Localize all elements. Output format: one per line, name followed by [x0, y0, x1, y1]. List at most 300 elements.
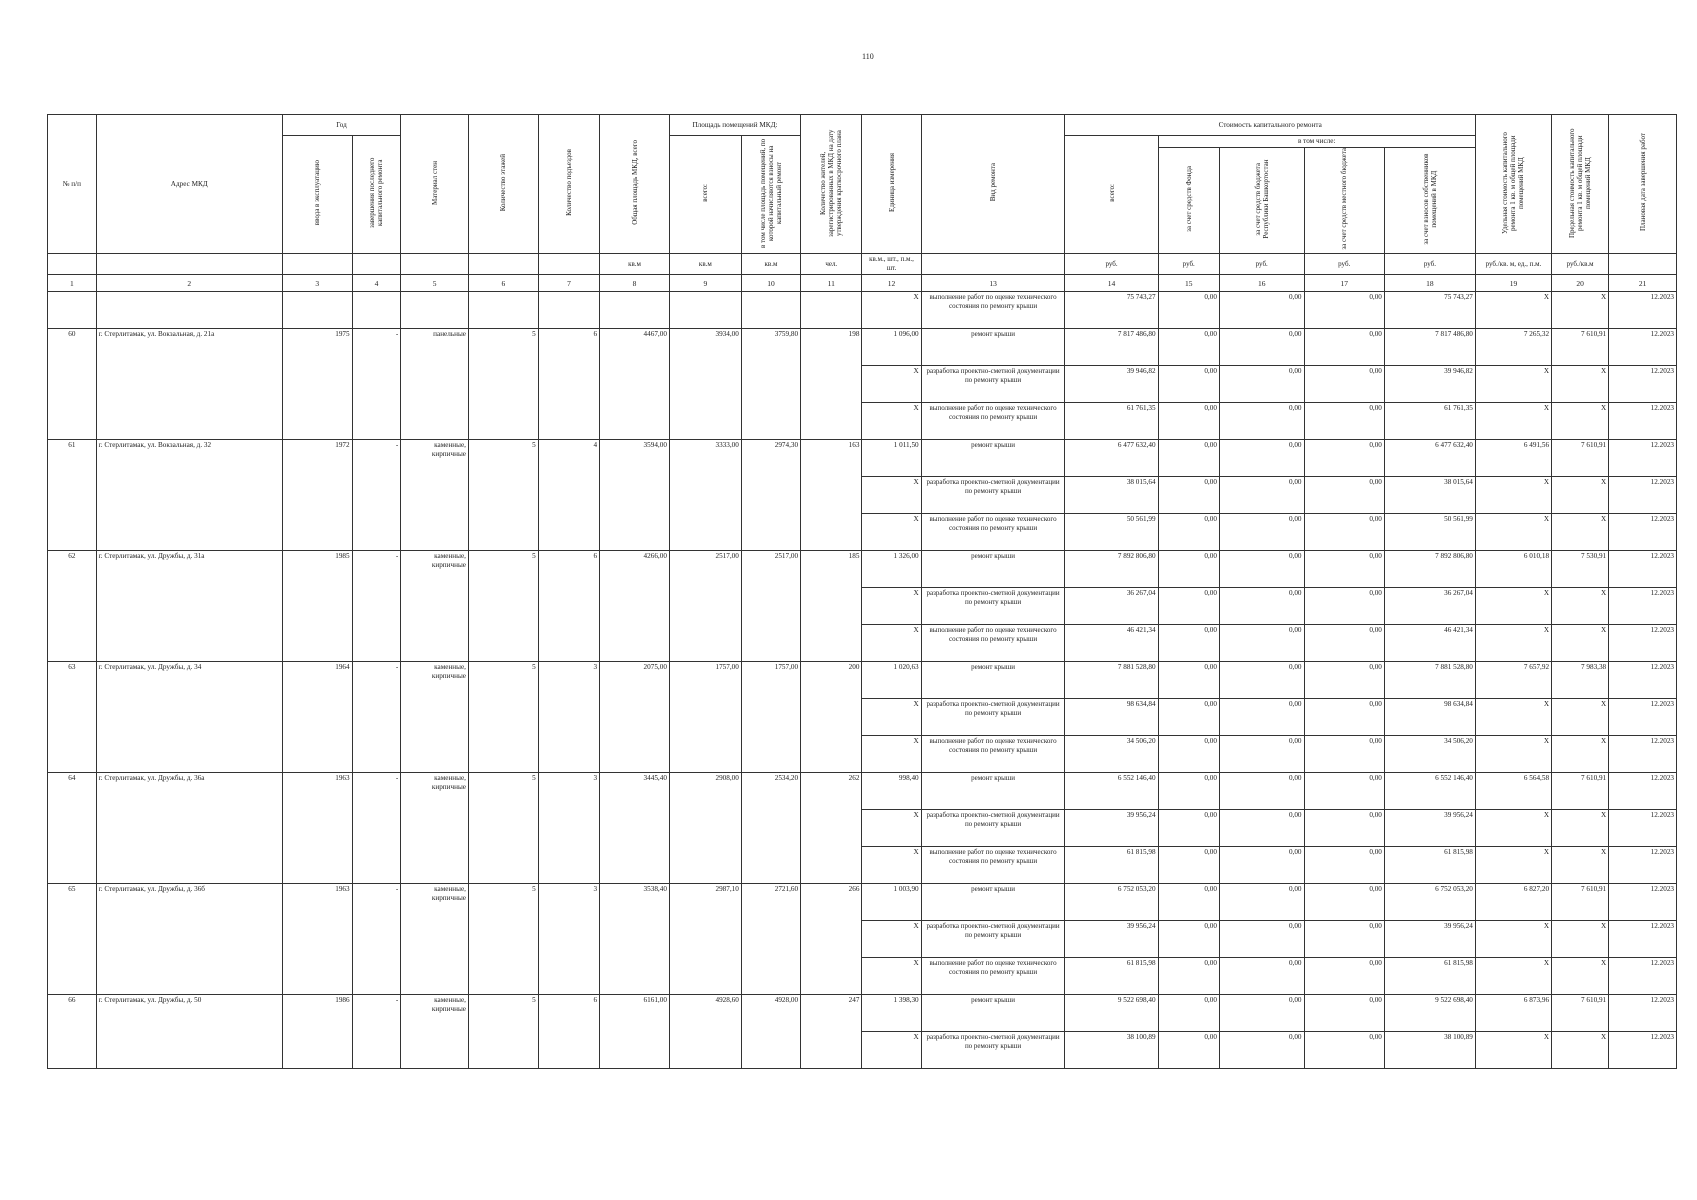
- cost-local-budget: 0,00: [1304, 995, 1384, 1032]
- column-number: 20: [1552, 275, 1609, 292]
- capital-repair-table: [47, 114, 1677, 1069]
- planned-date: 12.2023: [1609, 588, 1677, 625]
- table-row: [48, 440, 1677, 477]
- unit-cell: руб./кв. м, ед., п.м.: [1475, 254, 1551, 275]
- planned-date: 12.2023: [1609, 551, 1677, 588]
- wall-material: каменные, кирпичные: [401, 440, 469, 551]
- cost-fund: 0,00: [1158, 699, 1219, 736]
- work-unit: X: [862, 366, 921, 403]
- limit-cost: X: [1552, 921, 1609, 958]
- unit-cell: руб./кв.м: [1552, 254, 1609, 275]
- limit-cost: X: [1552, 403, 1609, 440]
- unit-cell: чел.: [801, 254, 862, 275]
- wall-material: каменные, кирпичные: [401, 884, 469, 995]
- cost-total: 39 956,24: [1065, 810, 1158, 847]
- work-unit: X: [862, 699, 921, 736]
- cost-owners: 61 761,35: [1384, 403, 1475, 440]
- area-fee: 2974,30: [741, 440, 800, 551]
- year-repair: -: [352, 329, 401, 440]
- planned-date: 12.2023: [1609, 366, 1677, 403]
- cost-rb-budget: 0,00: [1219, 847, 1304, 884]
- cost-owners: 50 561,99: [1384, 514, 1475, 551]
- header-area-all: всего:: [669, 136, 741, 254]
- cost-fund: 0,00: [1158, 773, 1219, 810]
- limit-cost: 7 610,91: [1552, 440, 1609, 477]
- planned-date: 12.2023: [1609, 662, 1677, 699]
- repair-type: разработка проектно-сметной документации по ремонту крыши: [921, 588, 1065, 625]
- limit-cost: 7 610,91: [1552, 995, 1609, 1032]
- building-address: г. Стерлитамак, ул. Дружбы, д. 31а: [96, 551, 282, 662]
- total-area: 3538,40: [600, 884, 670, 995]
- cost-local-budget: 0,00: [1304, 440, 1384, 477]
- planned-date: 12.2023: [1609, 810, 1677, 847]
- floors-count: [468, 292, 538, 329]
- cost-local-budget: 0,00: [1304, 699, 1384, 736]
- column-number: 1: [48, 275, 97, 292]
- wall-material: панельные: [401, 329, 469, 440]
- repair-type: ремонт крыши: [921, 440, 1065, 477]
- cost-total: 38 015,64: [1065, 477, 1158, 514]
- total-area: 4467,00: [600, 329, 670, 440]
- building-address: г. Стерлитамак, ул. Вокзальная, д. 21а: [96, 329, 282, 440]
- specific-cost: X: [1475, 292, 1551, 329]
- cost-total: 7 817 486,80: [1065, 329, 1158, 366]
- header-cost-total: всего:: [1065, 136, 1158, 254]
- column-number: 8: [600, 275, 670, 292]
- specific-cost: X: [1475, 810, 1551, 847]
- total-area: 6161,00: [600, 995, 670, 1069]
- specific-cost: 6 010,18: [1475, 551, 1551, 588]
- cost-total: 61 815,98: [1065, 847, 1158, 884]
- cost-local-budget: 0,00: [1304, 921, 1384, 958]
- cost-owners: 46 421,34: [1384, 625, 1475, 662]
- column-number: 19: [1475, 275, 1551, 292]
- table-header: [48, 115, 1677, 292]
- column-number: 12: [862, 275, 921, 292]
- cost-owners: 39 946,82: [1384, 366, 1475, 403]
- area-fee: 3759,80: [741, 329, 800, 440]
- residents-count: 163: [801, 440, 862, 551]
- cost-fund: 0,00: [1158, 1032, 1219, 1069]
- specific-cost: X: [1475, 847, 1551, 884]
- entrances-count: 6: [538, 551, 599, 662]
- cost-fund: 0,00: [1158, 366, 1219, 403]
- cost-total: 75 743,27: [1065, 292, 1158, 329]
- table-row: [48, 551, 1677, 588]
- column-number: 18: [1384, 275, 1475, 292]
- residents-count: 200: [801, 662, 862, 773]
- repair-type: разработка проектно-сметной документации по ремонту крыши: [921, 477, 1065, 514]
- limit-cost: X: [1552, 366, 1609, 403]
- limit-cost: X: [1552, 588, 1609, 625]
- entrances-count: 6: [538, 329, 599, 440]
- specific-cost: 6 564,58: [1475, 773, 1551, 810]
- cost-owners: 75 743,27: [1384, 292, 1475, 329]
- limit-cost: 7 610,91: [1552, 884, 1609, 921]
- cost-owners: 6 552 146,40: [1384, 773, 1475, 810]
- cost-total: 39 946,82: [1065, 366, 1158, 403]
- specific-cost: X: [1475, 403, 1551, 440]
- specific-cost: 6 873,96: [1475, 995, 1551, 1032]
- planned-date: 12.2023: [1609, 403, 1677, 440]
- unit-cell: руб.: [1158, 254, 1219, 275]
- year-built: 1986: [282, 995, 352, 1069]
- work-unit: X: [862, 292, 921, 329]
- wall-material: каменные, кирпичные: [401, 773, 469, 884]
- cost-total: 46 421,34: [1065, 625, 1158, 662]
- repair-type: разработка проектно-сметной документации по ремонту крыши: [921, 1032, 1065, 1069]
- header-rb-budget: за счет средств бюджета Республики Башкортостан: [1219, 148, 1304, 254]
- cost-owners: 7 817 486,80: [1384, 329, 1475, 366]
- cost-owners: 39 956,24: [1384, 810, 1475, 847]
- planned-date: 12.2023: [1609, 699, 1677, 736]
- specific-cost: X: [1475, 588, 1551, 625]
- cost-fund: 0,00: [1158, 958, 1219, 995]
- building-number: 63: [48, 662, 97, 773]
- cost-rb-budget: 0,00: [1219, 1032, 1304, 1069]
- cost-rb-budget: 0,00: [1219, 440, 1304, 477]
- floors-count: 5: [468, 440, 538, 551]
- header-area-group: Площадь помещений МКД:: [669, 115, 800, 136]
- planned-date: 12.2023: [1609, 958, 1677, 995]
- cost-fund: 0,00: [1158, 995, 1219, 1032]
- repair-type: выполнение работ по оценке технического состояния по ремонту крыши: [921, 292, 1065, 329]
- header-unit: Единица измерения: [862, 115, 921, 254]
- entrances-count: [538, 292, 599, 329]
- repair-type: выполнение работ по оценке технического состояния по ремонту крыши: [921, 736, 1065, 773]
- planned-date: 12.2023: [1609, 847, 1677, 884]
- header-limit-cost: Предельная стоимость капитального ремонта 1 кв. м общей площади помещений МКД: [1552, 115, 1609, 254]
- column-number: 17: [1304, 275, 1384, 292]
- area-all: 2517,00: [669, 551, 741, 662]
- cost-fund: 0,00: [1158, 810, 1219, 847]
- cost-rb-budget: 0,00: [1219, 366, 1304, 403]
- work-unit: X: [862, 958, 921, 995]
- cost-fund: 0,00: [1158, 329, 1219, 366]
- cost-local-budget: 0,00: [1304, 810, 1384, 847]
- unit-cell: кв.м: [741, 254, 800, 275]
- area-fee: 1757,00: [741, 662, 800, 773]
- specific-cost: X: [1475, 958, 1551, 995]
- specific-cost: X: [1475, 625, 1551, 662]
- limit-cost: X: [1552, 736, 1609, 773]
- cost-owners: 61 815,98: [1384, 847, 1475, 884]
- repair-type: разработка проектно-сметной документации по ремонту крыши: [921, 699, 1065, 736]
- repair-type: разработка проектно-сметной документации по ремонту крыши: [921, 366, 1065, 403]
- wall-material: каменные, кирпичные: [401, 551, 469, 662]
- area-fee: 2721,60: [741, 884, 800, 995]
- work-unit: X: [862, 477, 921, 514]
- cost-fund: 0,00: [1158, 736, 1219, 773]
- floors-count: 5: [468, 773, 538, 884]
- work-unit: X: [862, 403, 921, 440]
- cost-total: 98 634,84: [1065, 699, 1158, 736]
- table-row: [48, 884, 1677, 921]
- cost-fund: 0,00: [1158, 847, 1219, 884]
- planned-date: 12.2023: [1609, 736, 1677, 773]
- year-built: 1972: [282, 440, 352, 551]
- planned-date: 12.2023: [1609, 921, 1677, 958]
- column-number: 6: [468, 275, 538, 292]
- cost-local-budget: 0,00: [1304, 884, 1384, 921]
- work-unit: 1 398,30: [862, 995, 921, 1032]
- year-repair: -: [352, 551, 401, 662]
- header-material: Материал стен: [401, 115, 469, 254]
- cost-local-budget: 0,00: [1304, 662, 1384, 699]
- page-number: 110: [862, 52, 874, 61]
- entrances-count: 3: [538, 773, 599, 884]
- total-area: 3445,40: [600, 773, 670, 884]
- limit-cost: X: [1552, 958, 1609, 995]
- wall-material: каменные, кирпичные: [401, 662, 469, 773]
- unit-cell: руб.: [1219, 254, 1304, 275]
- specific-cost: X: [1475, 699, 1551, 736]
- unit-cell: руб.: [1065, 254, 1158, 275]
- cost-owners: 39 956,24: [1384, 921, 1475, 958]
- repair-type: выполнение работ по оценке технического состояния по ремонту крыши: [921, 403, 1065, 440]
- column-number: 14: [1065, 275, 1158, 292]
- column-number: 7: [538, 275, 599, 292]
- cost-fund: 0,00: [1158, 884, 1219, 921]
- cost-total: 61 761,35: [1065, 403, 1158, 440]
- table-body: [48, 292, 1677, 1069]
- building-address: г. Стерлитамак, ул. Вокзальная, д. 32: [96, 440, 282, 551]
- area-fee: [741, 292, 800, 329]
- area-all: 3333,00: [669, 440, 741, 551]
- limit-cost: X: [1552, 847, 1609, 884]
- repair-type: ремонт крыши: [921, 662, 1065, 699]
- cost-owners: 6 477 632,40: [1384, 440, 1475, 477]
- unit-cell: руб.: [1304, 254, 1384, 275]
- building-number: 65: [48, 884, 97, 995]
- column-number: 10: [741, 275, 800, 292]
- entrances-count: 6: [538, 995, 599, 1069]
- cost-rb-budget: 0,00: [1219, 292, 1304, 329]
- header-year-repair: завершения последнего капитального ремонта: [352, 136, 401, 254]
- cost-rb-budget: 0,00: [1219, 588, 1304, 625]
- cost-local-budget: 0,00: [1304, 514, 1384, 551]
- work-unit: X: [862, 921, 921, 958]
- total-area: [600, 292, 670, 329]
- cost-local-budget: 0,00: [1304, 736, 1384, 773]
- repair-type: ремонт крыши: [921, 884, 1065, 921]
- building-number: 64: [48, 773, 97, 884]
- floors-count: 5: [468, 551, 538, 662]
- repair-type: ремонт крыши: [921, 773, 1065, 810]
- entrances-count: 4: [538, 440, 599, 551]
- column-number: 2: [96, 275, 282, 292]
- unit-cell: кв.м., шт., п.м., шт.: [862, 254, 921, 275]
- work-unit: X: [862, 625, 921, 662]
- residents-count: 198: [801, 329, 862, 440]
- repair-type: выполнение работ по оценке технического состояния по ремонту крыши: [921, 847, 1065, 884]
- cost-local-budget: 0,00: [1304, 329, 1384, 366]
- wall-material: [401, 292, 469, 329]
- cost-fund: 0,00: [1158, 292, 1219, 329]
- cost-fund: 0,00: [1158, 625, 1219, 662]
- building-address: [96, 292, 282, 329]
- cost-local-budget: 0,00: [1304, 1032, 1384, 1069]
- work-unit: 1 020,63: [862, 662, 921, 699]
- work-unit: X: [862, 514, 921, 551]
- cost-total: 6 477 632,40: [1065, 440, 1158, 477]
- residents-count: 266: [801, 884, 862, 995]
- year-built: 1964: [282, 662, 352, 773]
- residents-count: [801, 292, 862, 329]
- limit-cost: X: [1552, 625, 1609, 662]
- cost-local-budget: 0,00: [1304, 292, 1384, 329]
- cost-local-budget: 0,00: [1304, 366, 1384, 403]
- header-incl: в том числе:: [1158, 136, 1475, 148]
- column-number: 3: [282, 275, 352, 292]
- building-address: г. Стерлитамак, ул. Дружбы, д. 36б: [96, 884, 282, 995]
- header-address: Адрес МКД: [96, 115, 282, 254]
- table-row: [48, 773, 1677, 810]
- repair-type: разработка проектно-сметной документации по ремонту крыши: [921, 810, 1065, 847]
- cost-owners: 36 267,04: [1384, 588, 1475, 625]
- building-number: 62: [48, 551, 97, 662]
- cost-total: 6 752 053,20: [1065, 884, 1158, 921]
- cost-total: 34 506,20: [1065, 736, 1158, 773]
- specific-cost: 7 657,92: [1475, 662, 1551, 699]
- specific-cost: X: [1475, 366, 1551, 403]
- cost-rb-budget: 0,00: [1219, 551, 1304, 588]
- planned-date: 12.2023: [1609, 440, 1677, 477]
- planned-date: 12.2023: [1609, 477, 1677, 514]
- cost-owners: 34 506,20: [1384, 736, 1475, 773]
- table-row: [48, 995, 1677, 1032]
- building-number: [48, 292, 97, 329]
- cost-local-budget: 0,00: [1304, 958, 1384, 995]
- floors-count: 5: [468, 995, 538, 1069]
- building-number: 66: [48, 995, 97, 1069]
- year-repair: -: [352, 995, 401, 1069]
- wall-material: каменные, кирпичные: [401, 995, 469, 1069]
- header-local-budget: за счет средств местного бюджета: [1304, 148, 1384, 254]
- limit-cost: X: [1552, 514, 1609, 551]
- table-row: [48, 292, 1677, 329]
- header-specific-cost: Удельная стоимость капитального ремонта 1 кв. м общей площади помещений МКД: [1475, 115, 1551, 254]
- cost-total: 61 815,98: [1065, 958, 1158, 995]
- column-number: 16: [1219, 275, 1304, 292]
- header-entrances: Количество подъездов: [538, 115, 599, 254]
- cost-rb-budget: 0,00: [1219, 995, 1304, 1032]
- cost-local-budget: 0,00: [1304, 773, 1384, 810]
- header-year-built: ввода в эксплуатацию: [282, 136, 352, 254]
- specific-cost: X: [1475, 736, 1551, 773]
- cost-rb-budget: 0,00: [1219, 662, 1304, 699]
- building-address: г. Стерлитамак, ул. Дружбы, д. 34: [96, 662, 282, 773]
- repair-type: выполнение работ по оценке технического состояния по ремонту крыши: [921, 958, 1065, 995]
- limit-cost: X: [1552, 1032, 1609, 1069]
- header-planned-date: Плановая дата завершения работ: [1609, 115, 1677, 254]
- residents-count: 247: [801, 995, 862, 1069]
- cost-rb-budget: 0,00: [1219, 921, 1304, 958]
- repair-type: ремонт крыши: [921, 551, 1065, 588]
- floors-count: 5: [468, 884, 538, 995]
- header-cost-group: Стоимость капитального ремонта: [1065, 115, 1475, 136]
- cost-fund: 0,00: [1158, 551, 1219, 588]
- repair-type: выполнение работ по оценке технического состояния по ремонту крыши: [921, 514, 1065, 551]
- cost-rb-budget: 0,00: [1219, 773, 1304, 810]
- building-address: г. Стерлитамак, ул. Дружбы, д. 36а: [96, 773, 282, 884]
- planned-date: 12.2023: [1609, 995, 1677, 1032]
- cost-total: 39 956,24: [1065, 921, 1158, 958]
- repair-type: выполнение работ по оценке технического состояния по ремонту крыши: [921, 625, 1065, 662]
- planned-date: 12.2023: [1609, 329, 1677, 366]
- specific-cost: X: [1475, 921, 1551, 958]
- cost-local-budget: 0,00: [1304, 588, 1384, 625]
- cost-fund: 0,00: [1158, 514, 1219, 551]
- planned-date: 12.2023: [1609, 884, 1677, 921]
- repair-type: разработка проектно-сметной документации по ремонту крыши: [921, 921, 1065, 958]
- work-unit: 1 326,00: [862, 551, 921, 588]
- year-repair: [352, 292, 401, 329]
- cost-owners: 6 752 053,20: [1384, 884, 1475, 921]
- column-number: 13: [921, 275, 1065, 292]
- year-built: [282, 292, 352, 329]
- building-number: 61: [48, 440, 97, 551]
- units-row: [48, 254, 1677, 275]
- limit-cost: 7 610,91: [1552, 773, 1609, 810]
- column-number: 5: [401, 275, 469, 292]
- cost-fund: 0,00: [1158, 477, 1219, 514]
- table-row: [48, 662, 1677, 699]
- planned-date: 12.2023: [1609, 292, 1677, 329]
- specific-cost: X: [1475, 1032, 1551, 1069]
- year-built: 1975: [282, 329, 352, 440]
- work-unit: X: [862, 588, 921, 625]
- header-repair-type: Вид ремонта: [921, 115, 1065, 254]
- cost-rb-budget: 0,00: [1219, 699, 1304, 736]
- area-fee: 2534,20: [741, 773, 800, 884]
- column-numbers-row: [48, 275, 1677, 292]
- cost-fund: 0,00: [1158, 403, 1219, 440]
- cost-total: 7 881 528,80: [1065, 662, 1158, 699]
- specific-cost: 7 265,32: [1475, 329, 1551, 366]
- limit-cost: 7 530,91: [1552, 551, 1609, 588]
- area-fee: 2517,00: [741, 551, 800, 662]
- work-unit: 1 003,90: [862, 884, 921, 921]
- entrances-count: 3: [538, 662, 599, 773]
- cost-owners: 98 634,84: [1384, 699, 1475, 736]
- cost-local-budget: 0,00: [1304, 477, 1384, 514]
- specific-cost: 6 827,20: [1475, 884, 1551, 921]
- cost-rb-budget: 0,00: [1219, 810, 1304, 847]
- table-row: [48, 329, 1677, 366]
- column-number: 21: [1609, 275, 1677, 292]
- cost-owners: 38 100,89: [1384, 1032, 1475, 1069]
- header-owners: за счет взносов собственников помещений в МКД: [1384, 148, 1475, 254]
- cost-local-budget: 0,00: [1304, 847, 1384, 884]
- planned-date: 12.2023: [1609, 514, 1677, 551]
- column-number: 15: [1158, 275, 1219, 292]
- work-unit: 1 096,00: [862, 329, 921, 366]
- year-built: 1963: [282, 773, 352, 884]
- year-repair: -: [352, 662, 401, 773]
- cost-rb-budget: 0,00: [1219, 736, 1304, 773]
- limit-cost: X: [1552, 699, 1609, 736]
- column-number: 11: [801, 275, 862, 292]
- cost-rb-budget: 0,00: [1219, 329, 1304, 366]
- cost-owners: 38 015,64: [1384, 477, 1475, 514]
- area-fee: 4928,00: [741, 995, 800, 1069]
- cost-local-budget: 0,00: [1304, 551, 1384, 588]
- cost-rb-budget: 0,00: [1219, 625, 1304, 662]
- cost-total: 6 552 146,40: [1065, 773, 1158, 810]
- specific-cost: X: [1475, 477, 1551, 514]
- cost-local-budget: 0,00: [1304, 403, 1384, 440]
